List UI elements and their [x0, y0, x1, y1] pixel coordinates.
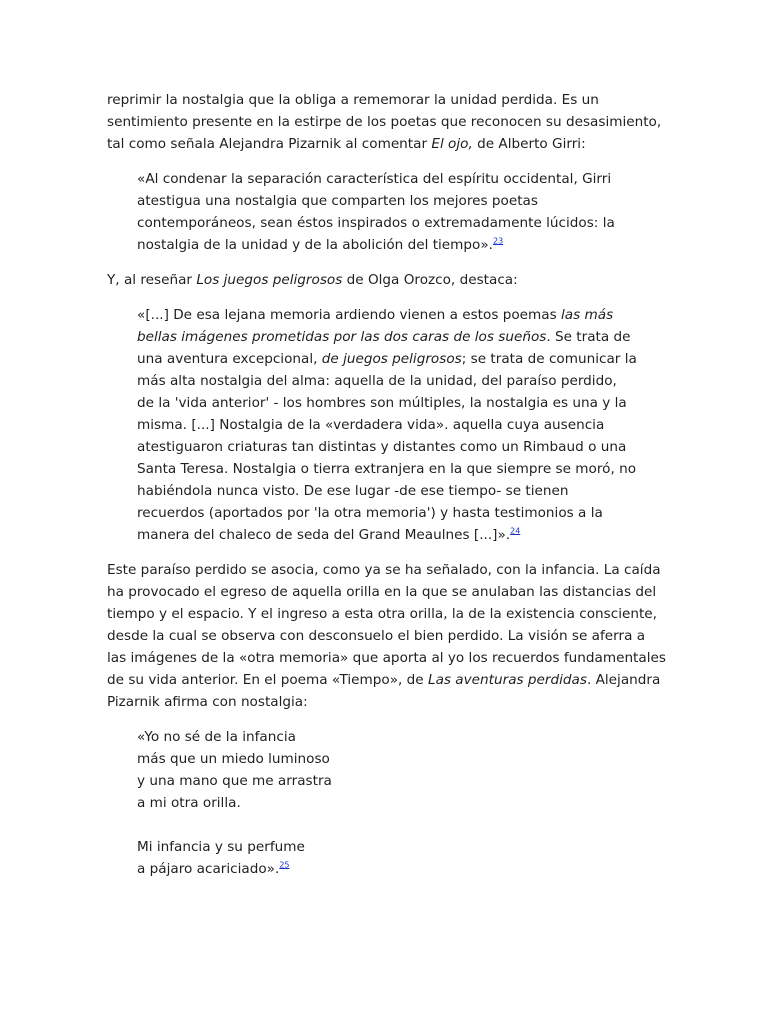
block-quote-orozco: [137, 304, 637, 546]
quote-text: «[...] De esa lejana memoria ardiendo vienen a estos poemas: [137, 307, 562, 323]
book-title-los-juegos-peligrosos: Los juegos peligrosos: [196, 272, 343, 288]
quote-emphasis: de juegos peligrosos: [321, 351, 462, 367]
paragraph-text: Y, al reseñar: [107, 272, 197, 288]
poem-tiempo: [137, 726, 667, 880]
quote-text: . Se trata de una aventura excepcional,: [137, 329, 631, 367]
paragraph-text: . Alejandra Pizarnik afirma con nostalgia:: [107, 672, 661, 710]
poem-line: más que un miedo luminoso: [137, 751, 330, 767]
footnote-link-24[interactable]: 24: [510, 526, 521, 536]
poem-line: a mi otra orilla.: [137, 795, 241, 811]
poem-line: «Yo no sé de la infancia: [137, 729, 296, 745]
footnote-link-25[interactable]: 25: [279, 860, 290, 870]
paragraph-paraiso: [107, 559, 667, 713]
paragraph-text: reprimir la nostalgia que la obliga a rememorar la unidad perdida. Es un sentimiento presente en la estirpe de los poetas que reconocen su desasimiento, tal como señala Alejandra Pizarnik al comentar: [107, 92, 662, 152]
book-title-el-ojo: El ojo,: [431, 136, 473, 152]
poem-line-text: a pájaro acariciado».: [137, 861, 280, 877]
poem-stanza-1: [137, 726, 667, 814]
block-quote-girri: [137, 168, 637, 256]
paragraph-text: de Alberto Girri:: [472, 136, 586, 152]
poem-stanza-2: [137, 836, 667, 880]
poem-line: [137, 858, 667, 880]
paragraph-orozco-intro: [107, 269, 667, 291]
footnote-link-23[interactable]: 23: [493, 236, 504, 246]
poem-line: y una mano que me arrastra: [137, 773, 332, 789]
quote-text: «Al condenar la separación característica del espíritu occidental, Girri atestigua una nostalgia que comparten los mejores poetas contemporáneos, sean éstos inspirados o extremadamente lúcidos: la nostalgia de la unidad y de la abolición del tiempo».: [137, 171, 615, 253]
book-title-las-aventuras-perdidas: Las aventuras perdidas: [428, 672, 587, 688]
paragraph-intro: [107, 89, 667, 155]
document-body: [107, 89, 667, 902]
paragraph-text: de Olga Orozco, destaca:: [342, 272, 518, 288]
quote-text: ; se trata de comunicar la más alta nostalgia del alma: aquella de la unidad, del paraíso perdido, de la 'vida anterior' - los hombres son múltiples, la nostalgia es una y la misma. [...] Nostalgia de la «verdadera vida». aquella cuya ausencia atestiguaron criaturas tan distintas y distantes como un Rimbaud o una Santa Teresa. Nostalgia o tierra extranjera en la que siempre se moró, no habiéndola nunca visto. De ese lugar -de ese tiempo- se tienen recuerdos (aportados por 'la otra memoria') y hasta testimonios a la manera del chaleco de seda del Grand Meaulnes [...]».: [137, 351, 637, 543]
paragraph-text: Este paraíso perdido se asocia, como ya se ha señalado, con la infancia. La caída ha provocado el egreso de aquella orilla en la que se anulaban las distancias del tiempo y el espacio. Y el ingreso a esta otra orilla, la de la existencia consciente, desde la cual se observa con desconsuelo el bien perdido. La visión se aferra a las imágenes de la «otra memoria» que aporta al yo los recuerdos fundamentales de su vida anterior. En el poema «Tiempo», de: [107, 562, 666, 688]
quote-emphasis: las más bellas imágenes prometidas por las dos caras de los sueños: [137, 307, 614, 345]
poem-line: Mi infancia y su perfume: [137, 839, 305, 855]
